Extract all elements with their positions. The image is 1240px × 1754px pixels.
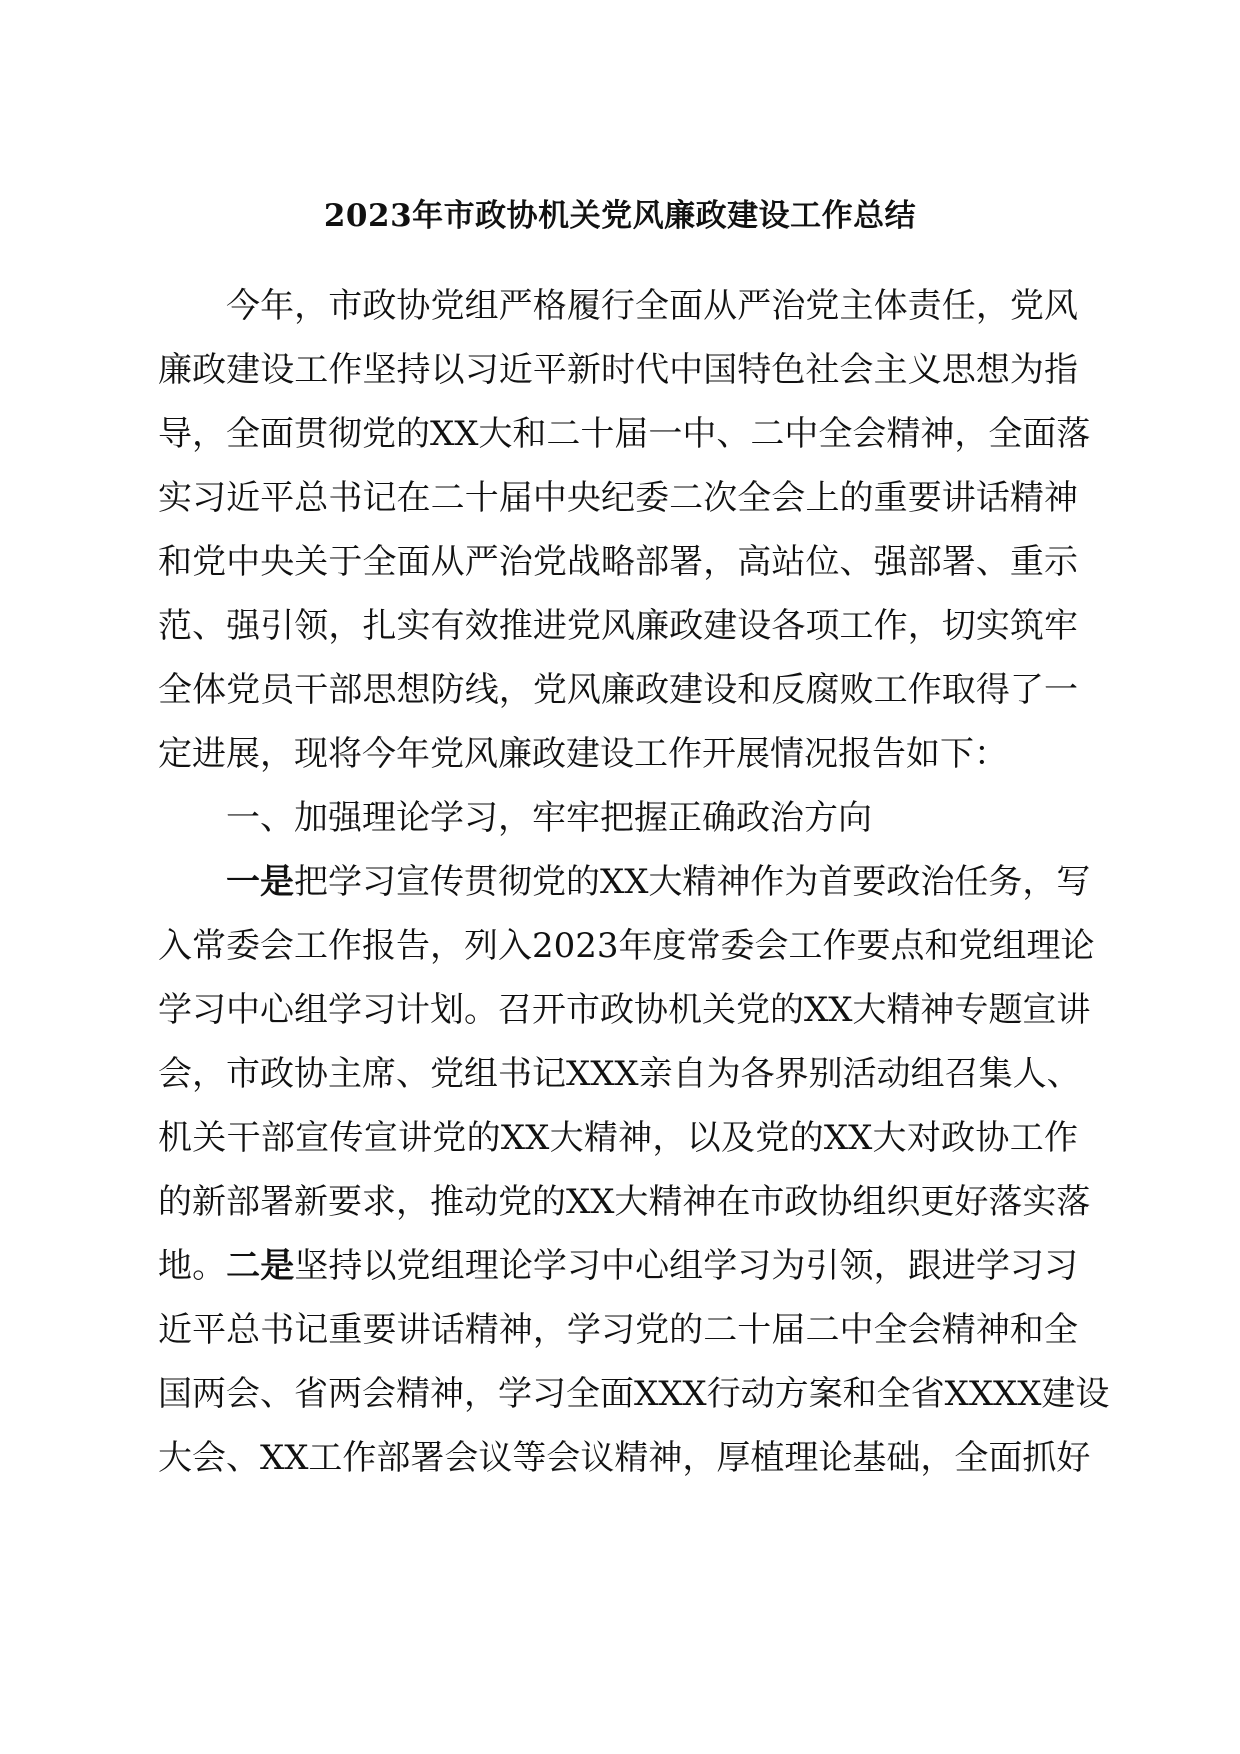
paragraph-line xyxy=(226,850,1091,914)
paragraph-line: 全体党员干部思想防线，党风廉政建设和反腐败工作取得了一 xyxy=(158,670,1078,710)
section-heading: 一、加强理论学习，牢牢把握正确政治方向 xyxy=(226,798,872,838)
paragraph-text: 地。 xyxy=(158,1246,227,1286)
paragraph-line: 的新部署新要求，推动党的XX大精神在市政协组织更好落实落 xyxy=(158,1182,1091,1222)
paragraph-line: 入常委会工作报告，列入2023年度常委会工作要点和党组理论 xyxy=(158,926,1095,966)
paragraph-line xyxy=(158,1234,1078,1298)
paragraph-line: 导，全面贯彻党的XX大和二十届一中、二中全会精神，全面落 xyxy=(158,414,1091,454)
paragraph-line: 廉政建设工作坚持以习近平新时代中国特色社会主义思想为指 xyxy=(158,350,1078,390)
paragraph-line: 近平总书记重要讲话精神，学习党的二十届二中全会精神和全 xyxy=(158,1310,1078,1350)
paragraph-line: 定进展，现将今年党风廉政建设工作开展情况报告如下： xyxy=(158,734,1008,774)
paragraph-line: 学习中心组学习计划。召开市政协机关党的XX大精神专题宣讲 xyxy=(158,990,1091,1030)
document-title: 2023年市政协机关党风廉政建设工作总结 xyxy=(323,198,917,234)
emphasis-lead: 二是 xyxy=(226,1246,295,1286)
paragraph-line: 国两会、省两会精神，学习全面XXX行动方案和全省XXXX建设 xyxy=(158,1374,1110,1414)
paragraph-line: 大会、XX工作部署会议等会议精神，厚植理论基础，全面抓好 xyxy=(158,1438,1091,1478)
paragraph-text: 坚持以党组理论学习中心组学习为引领，跟进学习习 xyxy=(294,1246,1079,1286)
paragraph-line: 和党中央关于全面从严治党战略部署，高站位、强部署、重示 xyxy=(158,542,1078,582)
paragraph-text: 把学习宣传贯彻党的XX大精神作为首要政治任务，写 xyxy=(294,862,1091,902)
paragraph-line: 会，市政协主席、党组书记XXX亲自为各界别活动组召集人、 xyxy=(158,1054,1081,1094)
paragraph-line: 机关干部宣传宣讲党的XX大精神，以及党的XX大对政协工作 xyxy=(158,1118,1078,1158)
paragraph-line: 范、强引领，扎实有效推进党风廉政建设各项工作，切实筑牢 xyxy=(158,606,1078,646)
emphasis-lead: 一是 xyxy=(226,862,294,902)
paragraph-line: 实习近平总书记在二十届中央纪委二次全会上的重要讲话精神 xyxy=(158,478,1078,518)
paragraph-line: 今年，市政协党组严格履行全面从严治党主体责任，党风 xyxy=(226,286,1078,326)
